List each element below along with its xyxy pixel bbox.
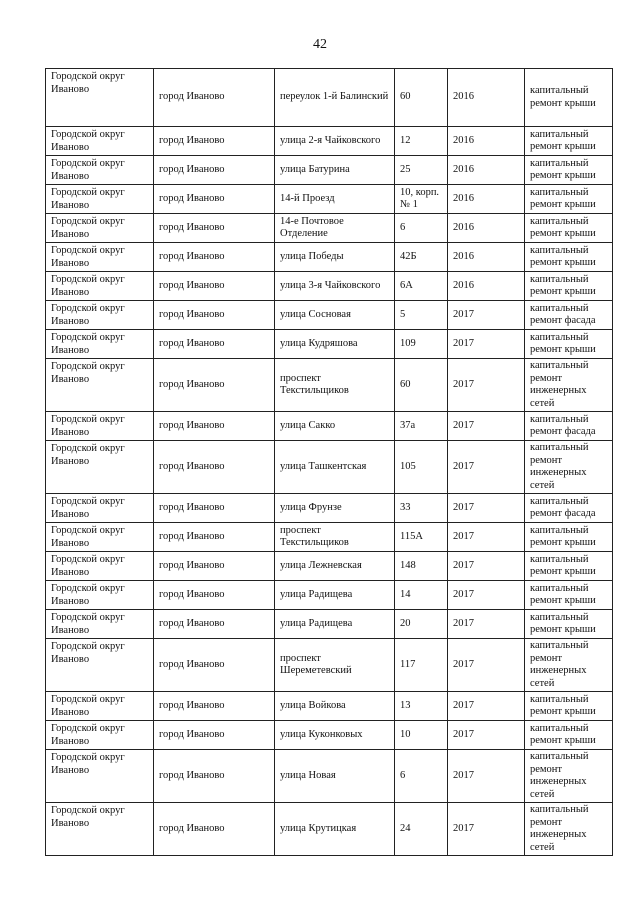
district-cell: Городской округ Иваново — [46, 581, 154, 610]
work-type-cell: капитальный ремонт крыши — [525, 581, 613, 610]
street-cell: улица 2-я Чайковского — [275, 127, 395, 156]
registry-body — [46, 69, 613, 856]
city-cell: город Иваново — [154, 412, 275, 441]
table-row — [46, 412, 613, 441]
district-cell: Городской округ Иваново — [46, 272, 154, 301]
year-cell: 2016 — [448, 272, 525, 301]
house-number-cell: 5 — [395, 301, 448, 330]
house-number-cell: 60 — [395, 69, 448, 127]
house-number-cell: 25 — [395, 156, 448, 185]
year-cell: 2017 — [448, 552, 525, 581]
street-cell: улица Победы — [275, 243, 395, 272]
year-cell: 2017 — [448, 359, 525, 412]
city-cell: город Иваново — [154, 441, 275, 494]
year-cell: 2016 — [448, 214, 525, 243]
work-type-cell: капитальный ремонт крыши — [525, 523, 613, 552]
table-row — [46, 692, 613, 721]
work-type-cell: капитальный ремонт фасада — [525, 494, 613, 523]
district-cell: Городской округ Иваново — [46, 214, 154, 243]
work-type-cell: капитальный ремонт инженерных сетей — [525, 803, 613, 856]
street-cell: 14-й Проезд — [275, 185, 395, 214]
year-cell: 2016 — [448, 156, 525, 185]
city-cell: город Иваново — [154, 243, 275, 272]
year-cell: 2017 — [448, 581, 525, 610]
district-cell: Городской округ Иваново — [46, 69, 154, 127]
house-number-cell: 12 — [395, 127, 448, 156]
year-cell: 2016 — [448, 185, 525, 214]
street-cell: проспект Шереметевский — [275, 639, 395, 692]
work-type-cell: капитальный ремонт крыши — [525, 185, 613, 214]
year-cell: 2016 — [448, 127, 525, 156]
year-cell: 2016 — [448, 243, 525, 272]
table-row — [46, 359, 613, 412]
work-type-cell: капитальный ремонт крыши — [525, 330, 613, 359]
street-cell: улица Радищева — [275, 581, 395, 610]
table-row — [46, 330, 613, 359]
house-number-cell: 6 — [395, 214, 448, 243]
house-number-cell: 148 — [395, 552, 448, 581]
street-cell: улица Батурина — [275, 156, 395, 185]
work-type-cell: капитальный ремонт крыши — [525, 721, 613, 750]
district-cell: Городской округ Иваново — [46, 412, 154, 441]
table-row — [46, 441, 613, 494]
year-cell: 2017 — [448, 750, 525, 803]
work-type-cell: капитальный ремонт инженерных сетей — [525, 750, 613, 803]
year-cell: 2017 — [448, 301, 525, 330]
city-cell: город Иваново — [154, 552, 275, 581]
street-cell: улица Сосновая — [275, 301, 395, 330]
street-cell: переулок 1-й Балинский — [275, 69, 395, 127]
street-cell: улица Войкова — [275, 692, 395, 721]
house-number-cell: 42Б — [395, 243, 448, 272]
table-row — [46, 552, 613, 581]
work-type-cell: капитальный ремонт инженерных сетей — [525, 359, 613, 412]
street-cell: улица Новая — [275, 750, 395, 803]
table-row — [46, 494, 613, 523]
year-cell: 2017 — [448, 639, 525, 692]
year-cell: 2017 — [448, 494, 525, 523]
house-number-cell: 6А — [395, 272, 448, 301]
work-type-cell: капитальный ремонт инженерных сетей — [525, 639, 613, 692]
house-number-cell: 13 — [395, 692, 448, 721]
year-cell: 2017 — [448, 721, 525, 750]
house-number-cell: 14 — [395, 581, 448, 610]
table-row — [46, 581, 613, 610]
street-cell: улица Радищева — [275, 610, 395, 639]
work-type-cell: капитальный ремонт крыши — [525, 692, 613, 721]
city-cell: город Иваново — [154, 359, 275, 412]
year-cell: 2017 — [448, 330, 525, 359]
house-number-cell: 10 — [395, 721, 448, 750]
house-number-cell: 20 — [395, 610, 448, 639]
work-type-cell: капитальный ремонт крыши — [525, 214, 613, 243]
table-row — [46, 69, 613, 127]
street-cell: улица 3-я Чайковского — [275, 272, 395, 301]
registry-table — [45, 68, 613, 856]
city-cell: город Иваново — [154, 581, 275, 610]
district-cell: Городской округ Иваново — [46, 494, 154, 523]
city-cell: город Иваново — [154, 185, 275, 214]
district-cell: Городской округ Иваново — [46, 301, 154, 330]
district-cell: Городской округ Иваново — [46, 803, 154, 856]
city-cell: город Иваново — [154, 127, 275, 156]
district-cell: Городской округ Иваново — [46, 750, 154, 803]
table-row — [46, 127, 613, 156]
table-row — [46, 639, 613, 692]
city-cell: город Иваново — [154, 214, 275, 243]
table-row — [46, 185, 613, 214]
year-cell: 2017 — [448, 803, 525, 856]
street-cell: 14-е Почтовое Отделение — [275, 214, 395, 243]
city-cell: город Иваново — [154, 750, 275, 803]
district-cell: Городской округ Иваново — [46, 185, 154, 214]
district-cell: Городской округ Иваново — [46, 441, 154, 494]
house-number-cell: 60 — [395, 359, 448, 412]
year-cell: 2017 — [448, 412, 525, 441]
city-cell: город Иваново — [154, 523, 275, 552]
house-number-cell: 37а — [395, 412, 448, 441]
house-number-cell: 33 — [395, 494, 448, 523]
district-cell: Городской округ Иваново — [46, 610, 154, 639]
city-cell: город Иваново — [154, 639, 275, 692]
district-cell: Городской округ Иваново — [46, 552, 154, 581]
district-cell: Городской округ Иваново — [46, 156, 154, 185]
house-number-cell: 109 — [395, 330, 448, 359]
district-cell: Городской округ Иваново — [46, 243, 154, 272]
street-cell: проспект Текстильщиков — [275, 523, 395, 552]
house-number-cell: 115А — [395, 523, 448, 552]
table-row — [46, 523, 613, 552]
house-number-cell: 117 — [395, 639, 448, 692]
district-cell: Городской округ Иваново — [46, 127, 154, 156]
district-cell: Городской округ Иваново — [46, 523, 154, 552]
city-cell: город Иваново — [154, 610, 275, 639]
street-cell: улица Фрунзе — [275, 494, 395, 523]
street-cell: улица Куконковых — [275, 721, 395, 750]
work-type-cell: капитальный ремонт крыши — [525, 272, 613, 301]
table-row — [46, 750, 613, 803]
street-cell: улица Ташкентская — [275, 441, 395, 494]
year-cell: 2016 — [448, 69, 525, 127]
table-row — [46, 803, 613, 856]
work-type-cell: капитальный ремонт фасада — [525, 412, 613, 441]
city-cell: город Иваново — [154, 494, 275, 523]
street-cell: улица Кудряшова — [275, 330, 395, 359]
work-type-cell: капитальный ремонт крыши — [525, 69, 613, 127]
city-cell: город Иваново — [154, 272, 275, 301]
city-cell: город Иваново — [154, 69, 275, 127]
city-cell: город Иваново — [154, 692, 275, 721]
year-cell: 2017 — [448, 692, 525, 721]
work-type-cell: капитальный ремонт инженерных сетей — [525, 441, 613, 494]
year-cell: 2017 — [448, 441, 525, 494]
district-cell: Городской округ Иваново — [46, 639, 154, 692]
house-number-cell: 6 — [395, 750, 448, 803]
table-row — [46, 243, 613, 272]
table-row — [46, 214, 613, 243]
street-cell: улица Лежневская — [275, 552, 395, 581]
district-cell: Городской округ Иваново — [46, 721, 154, 750]
house-number-cell: 105 — [395, 441, 448, 494]
table-row — [46, 272, 613, 301]
district-cell: Городской округ Иваново — [46, 330, 154, 359]
work-type-cell: капитальный ремонт крыши — [525, 127, 613, 156]
work-type-cell: капитальный ремонт фасада — [525, 301, 613, 330]
page-number: 42 — [313, 37, 327, 52]
work-type-cell: капитальный ремонт крыши — [525, 243, 613, 272]
work-type-cell: капитальный ремонт крыши — [525, 610, 613, 639]
district-cell: Городской округ Иваново — [46, 692, 154, 721]
city-cell: город Иваново — [154, 301, 275, 330]
table-row — [46, 301, 613, 330]
city-cell: город Иваново — [154, 721, 275, 750]
year-cell: 2017 — [448, 610, 525, 639]
table-row — [46, 610, 613, 639]
street-cell: улица Сакко — [275, 412, 395, 441]
street-cell: проспект Текстильщиков — [275, 359, 395, 412]
table-row — [46, 156, 613, 185]
street-cell: улица Крутицкая — [275, 803, 395, 856]
work-type-cell: капитальный ремонт крыши — [525, 156, 613, 185]
house-number-cell: 24 — [395, 803, 448, 856]
city-cell: город Иваново — [154, 803, 275, 856]
city-cell: город Иваново — [154, 330, 275, 359]
house-number-cell: 10, корп. № 1 — [395, 185, 448, 214]
district-cell: Городской округ Иваново — [46, 359, 154, 412]
work-type-cell: капитальный ремонт крыши — [525, 552, 613, 581]
table-row — [46, 721, 613, 750]
city-cell: город Иваново — [154, 156, 275, 185]
year-cell: 2017 — [448, 523, 525, 552]
